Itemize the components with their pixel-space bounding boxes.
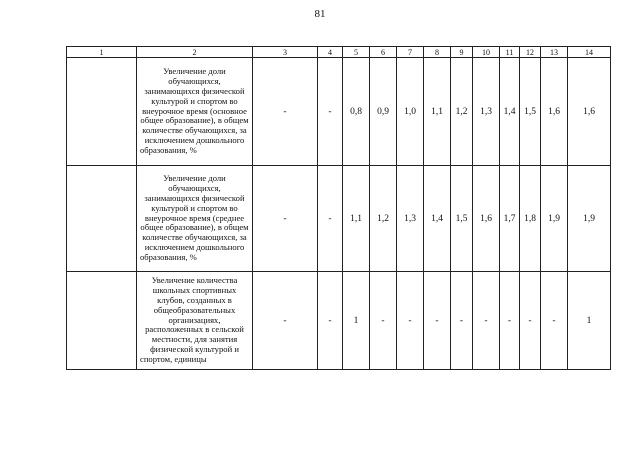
value-cell: 1,0: [397, 58, 424, 166]
value-cell: -: [520, 272, 541, 370]
value-cell: -: [318, 58, 343, 166]
value-cell: 1,9: [541, 166, 568, 272]
value-cell: 1,2: [370, 166, 397, 272]
value-cell: 0,8: [343, 58, 370, 166]
value-cell: 1: [343, 272, 370, 370]
header-cell: 14: [568, 47, 611, 58]
row-number-cell: [67, 58, 137, 166]
header-cell: 12: [520, 47, 541, 58]
value-cell: -: [370, 272, 397, 370]
header-cell: 2: [137, 47, 253, 58]
value-cell: -: [397, 272, 424, 370]
value-cell: -: [253, 272, 318, 370]
header-cell: 1: [67, 47, 137, 58]
table-row: [67, 58, 611, 166]
header-cell: 4: [318, 47, 343, 58]
header-cell: 11: [500, 47, 520, 58]
value-cell: -: [318, 166, 343, 272]
value-cell: 1,7: [500, 166, 520, 272]
table-row: [67, 166, 611, 272]
value-cell: 1,5: [451, 166, 473, 272]
value-cell: 1,4: [424, 166, 451, 272]
header-cell: 8: [424, 47, 451, 58]
value-cell: 1,6: [568, 58, 611, 166]
page-number: 81: [314, 8, 326, 20]
value-cell: 1,2: [451, 58, 473, 166]
value-cell: 1,1: [424, 58, 451, 166]
indicator-description: Увеличение доли обучающихся, занимающихся физической культурой и спортом во внеурочное время (основное общее образование), в общем количестве обучающихся, за исключением дошкольного образования, %: [137, 58, 253, 166]
value-cell: 1,6: [541, 58, 568, 166]
value-cell: -: [318, 272, 343, 370]
value-cell: 1,4: [500, 58, 520, 166]
row-number-cell: [67, 166, 137, 272]
header-cell: 3: [253, 47, 318, 58]
value-cell: -: [541, 272, 568, 370]
header-cell: 6: [370, 47, 397, 58]
value-cell: -: [451, 272, 473, 370]
indicator-table: [66, 46, 611, 370]
value-cell: 0,9: [370, 58, 397, 166]
header-cell: 10: [473, 47, 500, 58]
value-cell: 1,8: [520, 166, 541, 272]
row-number-cell: [67, 272, 137, 370]
header-cell: 9: [451, 47, 473, 58]
value-cell: 1,3: [397, 166, 424, 272]
header-cell: 5: [343, 47, 370, 58]
value-cell: 1,9: [568, 166, 611, 272]
value-cell: -: [253, 166, 318, 272]
value-cell: 1,1: [343, 166, 370, 272]
value-cell: 1,5: [520, 58, 541, 166]
value-cell: -: [424, 272, 451, 370]
header-cell: 7: [397, 47, 424, 58]
value-cell: 1,3: [473, 58, 500, 166]
value-cell: -: [500, 272, 520, 370]
indicator-description: Увеличение количества школьных спортивных клубов, созданных в общеобразовательных организациях, расположенных в сельской местности, для занятия физической культурой и спортом, единицы: [137, 272, 253, 370]
indicator-description: Увеличение доли обучающихся, занимающихся физической культурой и спортом во внеурочное время (среднее общее образование), в общем количестве обучающихся, за исключением дошкольного образования, %: [137, 166, 253, 272]
value-cell: 1,6: [473, 166, 500, 272]
header-row: [67, 47, 611, 58]
value-cell: -: [473, 272, 500, 370]
value-cell: 1: [568, 272, 611, 370]
header-cell: 13: [541, 47, 568, 58]
table-row: [67, 272, 611, 370]
value-cell: -: [253, 58, 318, 166]
